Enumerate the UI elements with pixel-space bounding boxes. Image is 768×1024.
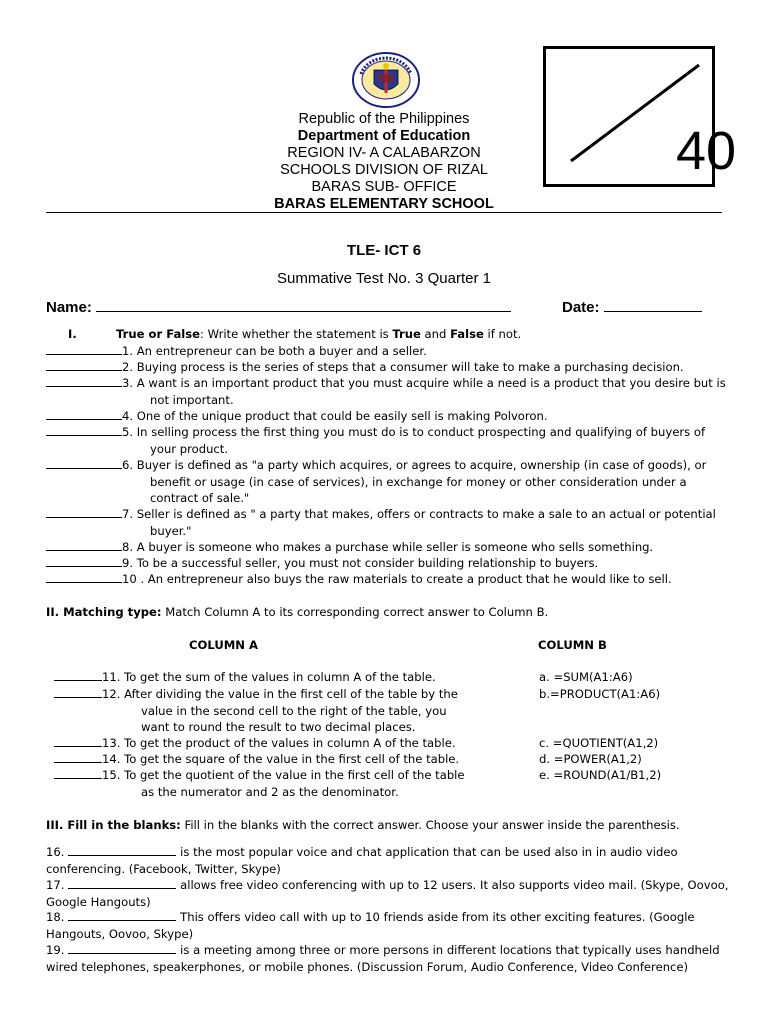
match-option: a. =SUM(A1:A6) xyxy=(539,670,633,684)
part3-label: III. Fill in the blanks: xyxy=(46,818,181,832)
tf-item xyxy=(46,506,736,539)
header-division: SCHOOLS DIVISION OF RIZAL xyxy=(280,162,488,178)
part1-instruction-a: : Write whether the statement is xyxy=(200,327,393,341)
tf-item-text: 6. Buyer is defined as "a party which acquires, or agrees to acquire, ownership (in case of goods), or xyxy=(122,458,707,472)
match-item xyxy=(54,767,524,800)
tf-item-text: 1. An entrepreneur can be both a buyer and a seller. xyxy=(122,344,427,358)
tf-item-continuation: buyer." xyxy=(150,523,192,538)
tf-item xyxy=(46,343,736,360)
header-republic: Republic of the Philippines xyxy=(298,111,470,127)
fill-item xyxy=(46,942,736,975)
tf-item-text: 7. Seller is defined as " a party that makes, offers or contracts to make a sale to an actual or potential xyxy=(122,507,716,521)
answer-blank[interactable] xyxy=(54,751,102,763)
date-label: Date: xyxy=(562,299,600,316)
answer-blank[interactable] xyxy=(46,408,122,420)
part1-label: True or False xyxy=(116,327,201,341)
name-row xyxy=(46,297,511,316)
match-option: b.=PRODUCT(A1:A6) xyxy=(539,687,661,701)
part1-true-word: True xyxy=(392,327,421,341)
fill-item-continuation: Google Hangouts) xyxy=(46,894,151,909)
match-item xyxy=(54,686,524,736)
tf-item xyxy=(46,359,736,376)
answer-blank[interactable] xyxy=(46,457,122,469)
fill-item-text: allows free video conferencing with up to 12 users. It also supports video mail. (Skype, Oovoo, xyxy=(176,878,729,892)
deped-seal-logo xyxy=(351,52,421,108)
match-item xyxy=(54,735,524,752)
header-region: REGION IV- A CALABARZON xyxy=(287,145,481,161)
tf-item-text: 4. One of the unique product that could be easily sell is making Polvoron. xyxy=(122,409,548,423)
tf-item-continuation: your product. xyxy=(150,441,229,456)
fill-item-number: 17. xyxy=(46,878,65,892)
match-option: e. =ROUND(A1/B1,2) xyxy=(539,768,662,782)
answer-blank[interactable] xyxy=(68,942,176,954)
tf-item xyxy=(46,375,736,408)
tf-item xyxy=(46,457,736,507)
match-item-continuation: value in the second cell to the right of the table, you xyxy=(141,703,447,718)
answer-blank[interactable] xyxy=(54,686,102,698)
answer-blank[interactable] xyxy=(68,877,176,889)
match-item xyxy=(54,669,524,686)
score-total: 40 xyxy=(676,121,737,181)
fill-item-number: 18. xyxy=(46,910,65,924)
answer-blank[interactable] xyxy=(68,844,176,856)
part2-instruction: Match Column A to its corresponding correct answer to Column B. xyxy=(161,605,549,619)
match-option: c. =QUOTIENT(A1,2) xyxy=(539,736,659,750)
match-item-text: 15. To get the quotient of the value in the first cell of the table xyxy=(102,768,465,782)
answer-blank[interactable] xyxy=(54,669,102,681)
match-item-text: 12. After dividing the value in the first cell of the table by the xyxy=(102,687,458,701)
date-row xyxy=(562,297,702,316)
answer-blank[interactable] xyxy=(68,909,176,921)
answer-blank[interactable] xyxy=(46,375,122,387)
fill-item-continuation: conferencing. (Facebook, Twitter, Skype) xyxy=(46,861,281,876)
tf-item xyxy=(46,555,736,572)
match-item-text: 13. To get the product of the values in column A of the table. xyxy=(102,736,456,750)
tf-item-text: 8. A buyer is someone who makes a purchase while seller is someone who sells something. xyxy=(122,540,654,554)
match-option: d. =POWER(A1,2) xyxy=(539,752,642,766)
fill-item-number: 19. xyxy=(46,943,65,957)
match-item xyxy=(54,751,524,768)
tf-item-continuation: not important. xyxy=(150,392,234,407)
answer-blank[interactable] xyxy=(54,735,102,747)
date-field[interactable] xyxy=(604,297,702,312)
fill-item xyxy=(46,877,736,910)
answer-blank[interactable] xyxy=(46,359,122,371)
answer-blank[interactable] xyxy=(54,767,102,779)
match-item-text: 14. To get the square of the value in the first cell of the table. xyxy=(102,752,460,766)
answer-blank[interactable] xyxy=(46,555,122,567)
tf-item xyxy=(46,408,736,425)
fill-item-text: is a meeting among three or more persons in different locations that typically uses handheld xyxy=(176,943,720,957)
part3-instruction: Fill in the blanks with the correct answer. Choose your answer inside the parenthesis. xyxy=(180,818,680,832)
part1-numeral: I. xyxy=(68,327,77,341)
test-subtitle: Summative Test No. 3 Quarter 1 xyxy=(277,270,491,287)
name-field[interactable] xyxy=(96,297,511,312)
header-sub-office: BARAS SUB- OFFICE xyxy=(311,179,457,195)
header-department: Department of Education xyxy=(297,128,471,144)
answer-blank[interactable] xyxy=(46,571,122,583)
fill-item xyxy=(46,909,736,942)
fill-item-text: This offers video call with up to 10 friends aside from its other exciting features. (Google xyxy=(176,910,695,924)
part2-heading xyxy=(46,604,548,621)
answer-blank[interactable] xyxy=(46,343,122,355)
header-divider xyxy=(46,212,722,213)
tf-item xyxy=(46,571,736,588)
fill-item-number: 16. xyxy=(46,845,65,859)
fill-item xyxy=(46,844,736,877)
part1-instruction-b: if not. xyxy=(483,327,522,341)
part1-and-word: and xyxy=(420,327,451,341)
part1-false-word: False xyxy=(450,327,484,341)
answer-blank[interactable] xyxy=(46,506,122,518)
fill-item-continuation: wired telephones, speakerphones, or mobile phones. (Discussion Forum, Audio Conference, Video Conference) xyxy=(46,959,689,974)
column-a-header: COLUMN A xyxy=(189,638,259,652)
answer-blank[interactable] xyxy=(46,424,122,436)
tf-item-text: 9. To be a successful seller, you must not consider building relationship to buyers. xyxy=(122,556,599,570)
match-item-continuation: want to round the result to two decimal places. xyxy=(141,720,416,734)
tf-item-text: 2. Buying process is the series of steps that a consumer will take to make a purchasing decision. xyxy=(122,360,684,374)
column-b-header: COLUMN B xyxy=(538,638,607,652)
tf-item-text: 10 . An entrepreneur also buys the raw materials to create a product that he would like to sell. xyxy=(122,572,672,586)
tf-item-continuation: contract of sale." xyxy=(150,491,250,505)
tf-item-continuation: benefit or usage (in case of services), in exchange for money or other consideration under a xyxy=(150,474,687,489)
header-school: BARAS ELEMENTARY SCHOOL xyxy=(274,196,494,212)
match-item-text: 11. To get the sum of the values in column A of the table. xyxy=(102,670,436,684)
test-subject: TLE- ICT 6 xyxy=(346,242,422,259)
tf-item xyxy=(46,539,736,556)
answer-blank[interactable] xyxy=(46,539,122,551)
fill-item-continuation: Hangouts, Oovoo, Skype) xyxy=(46,926,194,941)
name-label: Name: xyxy=(46,299,92,316)
part3-heading xyxy=(46,817,680,834)
fill-item-text: is the most popular voice and chat application that can be used also in in audio video xyxy=(176,845,678,859)
part2-label: II. Matching type: xyxy=(46,605,162,619)
tf-item-text: 3. A want is an important product that you must acquire while a need is a product that you desire but is xyxy=(122,376,726,390)
part1-heading xyxy=(68,326,521,343)
tf-item-text: 5. In selling process the first thing you must do is to conduct prospecting and qualifying of buyers of xyxy=(122,425,706,439)
match-item-continuation: as the numerator and 2 as the denominator. xyxy=(141,784,399,799)
tf-item xyxy=(46,424,736,457)
